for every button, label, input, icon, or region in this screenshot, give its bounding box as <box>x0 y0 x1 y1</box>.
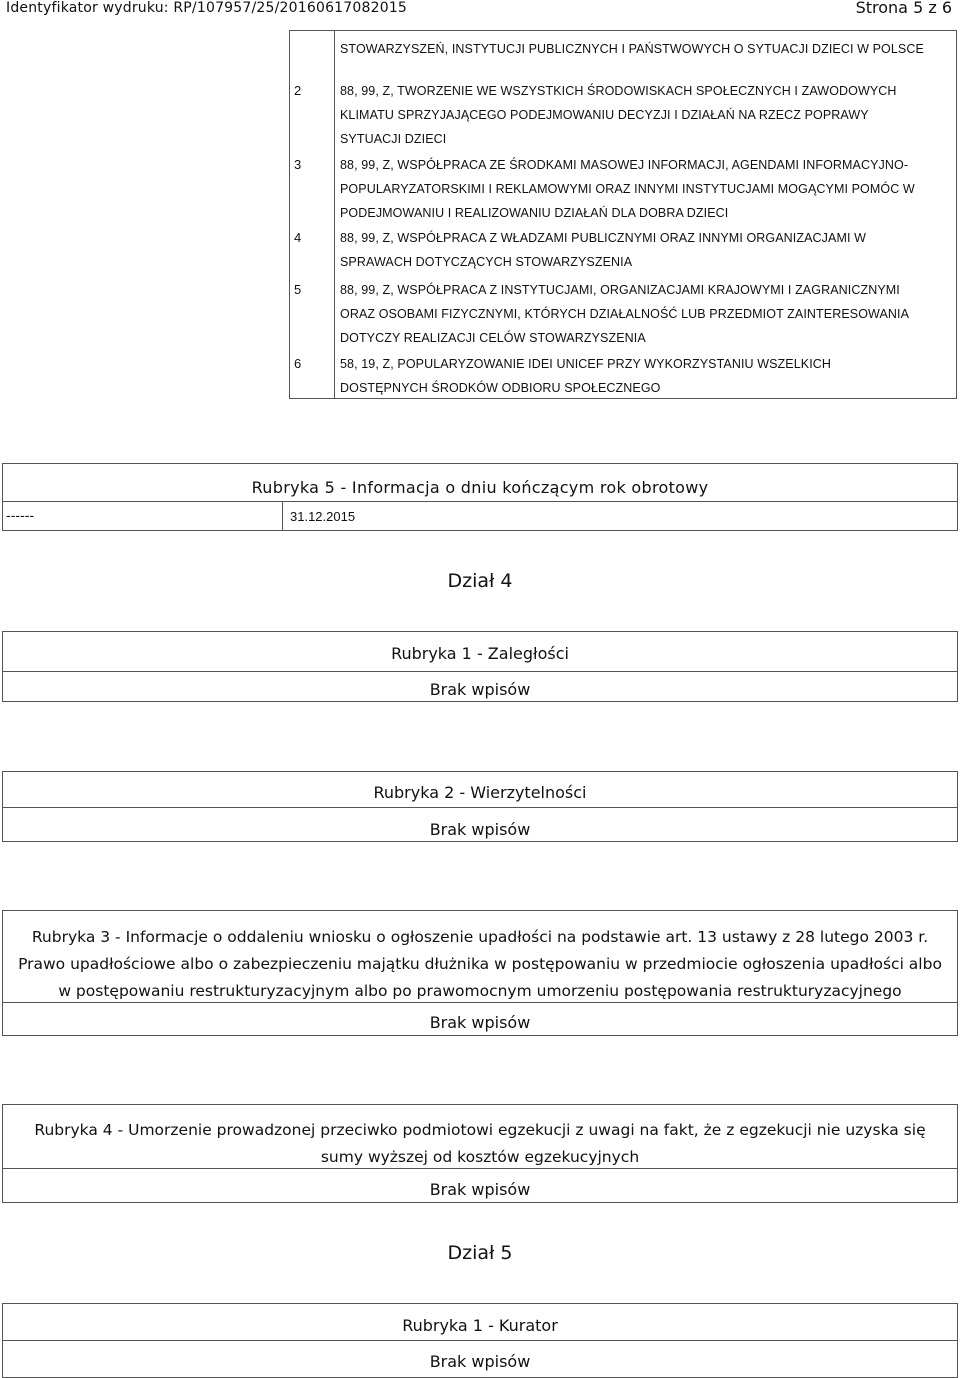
objectives-num-cell <box>290 31 335 77</box>
objective-line: 58, 19, Z, POPULARYZOWANIE IDEI UNICEF PRZY WYKORZYSTANIU WSZELKICH <box>340 357 832 371</box>
objective-row <box>290 222 956 274</box>
objective-line: 88, 99, Z, WSPÓŁPRACA Z INSTYTUCJAMI, ORGANIZACJAMI KRAJOWYMI I ZAGRANICZNYMI <box>340 283 900 297</box>
objectives-continuation-row <box>290 31 956 77</box>
objective-row <box>290 274 956 350</box>
objective-line: ORAZ OSOBAMI FIZYCZNYMI, KTÓRYCH DZIAŁALNOŚĆ LUB PRZEDMIOT ZAINTERESOWANIA <box>340 307 910 321</box>
dzial4-r3-line: Prawo upadłościowe albo o zabezpieczeniu majątku dłużnika w postępowaniu w przedmiocie ogłoszenia upadłości albo <box>18 955 942 973</box>
dzial4-r2-divider <box>2 807 958 808</box>
rubryka5-divider <box>2 501 958 502</box>
print-identifier: Identyfikator wydruku: RP/107957/25/20160617082015 <box>6 0 408 16</box>
dzial5-r1-title: Rubryka 1 - Kurator <box>402 1316 558 1335</box>
print-header <box>0 0 960 20</box>
objective-line: 88, 99, Z, TWORZENIE WE WSZYSTKICH ŚRODOWISKACH SPOŁECZNYCH I ZAWODOWYCH <box>340 84 897 98</box>
dzial4-r1-empty: Brak wpisów <box>429 680 531 699</box>
dzial4-r2-empty: Brak wpisów <box>429 820 531 839</box>
objective-text <box>335 222 956 274</box>
dzial5-r1-empty: Brak wpisów <box>429 1352 531 1371</box>
objective-number: 6 <box>290 350 335 398</box>
objective-text <box>335 149 956 222</box>
rubryka5-value: 31.12.2015 <box>290 509 356 524</box>
dzial4-r2-title: Rubryka 2 - Wierzytelności <box>373 783 587 802</box>
rubryka5-title: Rubryka 5 - Informacja o dniu kończącym rok obrotowy <box>251 478 709 497</box>
dzial4-r4-empty: Brak wpisów <box>429 1180 531 1199</box>
dzial4-r3-empty: Brak wpisów <box>429 1013 531 1032</box>
objective-line: SYTUACJI DZIECI <box>340 132 447 146</box>
objective-number: 5 <box>290 274 335 350</box>
rubryka5-key: ------ <box>6 509 35 524</box>
dzial5-title: Dział 5 <box>447 1242 513 1264</box>
dzial4-r3-line: w postępowaniu restrukturyzacyjnym albo po prawomocnym umorzeniu postępowania restrukturyzacyjnego <box>58 982 902 1000</box>
page-number: Strona 5 z 6 <box>855 0 952 17</box>
rubryka5-box <box>2 463 958 531</box>
dzial4-r1-title: Rubryka 1 - Zaległości <box>391 644 569 663</box>
dzial5-r1-divider <box>2 1340 958 1341</box>
objectives-table <box>289 30 957 399</box>
dzial4-title: Dział 4 <box>447 570 513 592</box>
objective-line: SPRAWACH DOTYCZĄCYCH STOWARZYSZENIA <box>340 255 633 269</box>
objective-line: 88, 99, Z, WSPÓŁPRACA Z WŁADZAMI PUBLICZNYMI ORAZ INNYMI ORGANIZACJAMI W <box>340 231 867 245</box>
objectives-continuation: STOWARZYSZEŃ, INSTYTUCJI PUBLICZNYCH I PAŃSTWOWYCH O SYTUACJI DZIECI W POLSCE <box>340 42 924 56</box>
objective-row <box>290 149 956 222</box>
objective-number: 2 <box>290 77 335 149</box>
objective-line: 88, 99, Z, WSPÓŁPRACA ZE ŚRODKAMI MASOWEJ INFORMACJI, AGENDAMI INFORMACYJNO- <box>340 158 909 172</box>
objective-row <box>290 350 956 398</box>
objective-line: DOSTĘPNYCH ŚRODKÓW ODBIORU SPOŁECZNEGO <box>340 381 661 395</box>
objective-line: KLIMATU SPRZYJAJĄCEGO PODEJMOWANIU DECYZJI I DZIAŁAŃ NA RZECZ POPRAWY <box>340 108 869 122</box>
objective-number: 3 <box>290 149 335 222</box>
dzial4-r4-title <box>0 1117 960 1171</box>
objective-line: POPULARYZATORSKIMI I REKLAMOWYMI ORAZ INNYMI INSTYTUCJAMI MOGĄCYMI POMÓC W <box>340 182 915 196</box>
objective-text <box>335 77 956 149</box>
dzial4-r4-line: sumy wyższej od kosztów egzekucyjnych <box>320 1148 640 1166</box>
dzial4-r3-line: Rubryka 3 - Informacje o oddaleniu wniosku o ogłoszenie upadłości na podstawie art. 13 ustawy z 28 lutego 2003 r. <box>31 928 929 946</box>
rubryka5-key-divider <box>282 501 283 531</box>
objective-line: PODEJMOWANIU I REALIZOWANIU DZIAŁAŃ DLA DOBRA DZIECI <box>340 206 729 220</box>
objective-line: DOTYCZY REALIZACJI CELÓW STOWARZYSZENIA <box>340 331 646 345</box>
objective-text <box>335 350 956 398</box>
objective-number: 4 <box>290 222 335 274</box>
objective-text <box>335 274 956 350</box>
objective-row <box>290 77 956 149</box>
dzial4-r4-line: Rubryka 4 - Umorzenie prowadzonej przeciwko podmiotowi egzekucji z uwagi na fakt, że z egzekucji nie uzyska się <box>34 1121 926 1139</box>
dzial4-r3-title <box>0 924 960 1005</box>
dzial4-r1-divider <box>2 671 958 672</box>
